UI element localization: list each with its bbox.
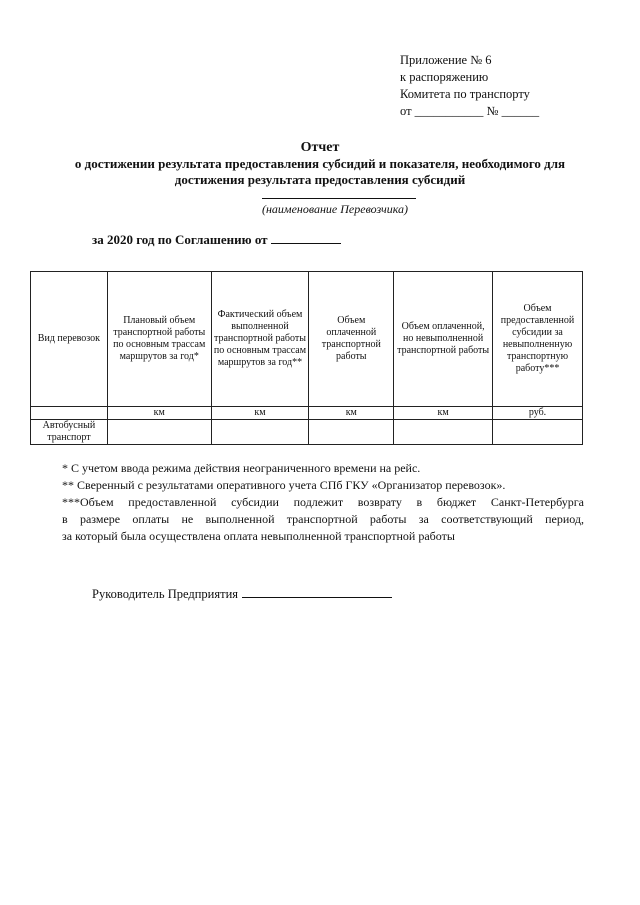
appendix-block [400, 52, 539, 120]
header-planned-volume: Плановый объем транспортной работы по основным трассам маршрутов за год* [107, 272, 211, 407]
appendix-number: Приложение № 6 [400, 53, 492, 67]
unit-cell [31, 407, 108, 420]
appendix-committee: Комитета по транспорту [400, 87, 530, 101]
table-cell [394, 420, 493, 445]
report-subtitle [0, 156, 640, 188]
row-transport-type: Автобусный транспорт [31, 420, 108, 445]
header-paid-unfulfilled-volume: Объем оплаченной, но невыполненной транспортной работы [394, 272, 493, 407]
appendix-order: к распоряжению [400, 70, 489, 84]
table-cell [309, 420, 394, 445]
report-subtitle-line1: о достижении результата предоставления субсидий и показателя, необходимого для [74, 156, 566, 171]
appendix-date: от ___________ № ______ [400, 104, 540, 118]
unit-cell: км [394, 407, 493, 420]
footnote-2: ** Сверенный с результатами оперативного учета СПб ГКУ «Организатор перевозок». [62, 478, 506, 492]
table-header-row [31, 272, 583, 407]
unit-cell: км [107, 407, 211, 420]
report-subtitle-line2: достижения результата предоставления субсидий [174, 172, 466, 187]
footnote-1: * С учетом ввода режима действия неограниченного времени на рейс. [62, 461, 421, 475]
report-title: Отчет [300, 140, 340, 155]
report-period-text: за 2020 год по Соглашению от [92, 232, 268, 247]
header-transport-type: Вид перевозок [31, 272, 108, 407]
footnote-3-line3: за который была осуществлена оплата невыполненной транспортной работы [62, 529, 455, 543]
agreement-date-blank [271, 231, 341, 244]
table-units-row [31, 407, 583, 420]
carrier-name-caption: (наименование Перевозчика) [261, 202, 409, 216]
header-paid-volume: Объем оплаченной транспортной работы [309, 272, 394, 407]
carrier-name-line [262, 198, 416, 199]
signature-line [242, 585, 392, 598]
header-actual-volume: Фактический объем выполненной транспортной работы по основным трассам маршрутов за год** [211, 272, 309, 407]
signature-block [92, 585, 392, 602]
report-period [92, 231, 341, 248]
footnote-3-line1: ***Объем предоставленной субсидии подлежит возврату в бюджет Санкт-Петербурга [62, 495, 584, 509]
footnote-3-line2: в размере оплаты не выполненной транспортной работы за соответствующий период, [62, 512, 584, 526]
table-row [31, 420, 583, 445]
unit-cell: км [211, 407, 309, 420]
table-cell [493, 420, 583, 445]
table-cell [211, 420, 309, 445]
footnotes [62, 460, 584, 545]
table-cell [107, 420, 211, 445]
unit-cell: руб. [493, 407, 583, 420]
header-subsidy-volume: Объем предоставленной субсидии за невыполненную транспортную работу*** [493, 272, 583, 407]
unit-cell: км [309, 407, 394, 420]
report-table [30, 271, 583, 445]
signature-label: Руководитель Предприятия [92, 587, 239, 601]
